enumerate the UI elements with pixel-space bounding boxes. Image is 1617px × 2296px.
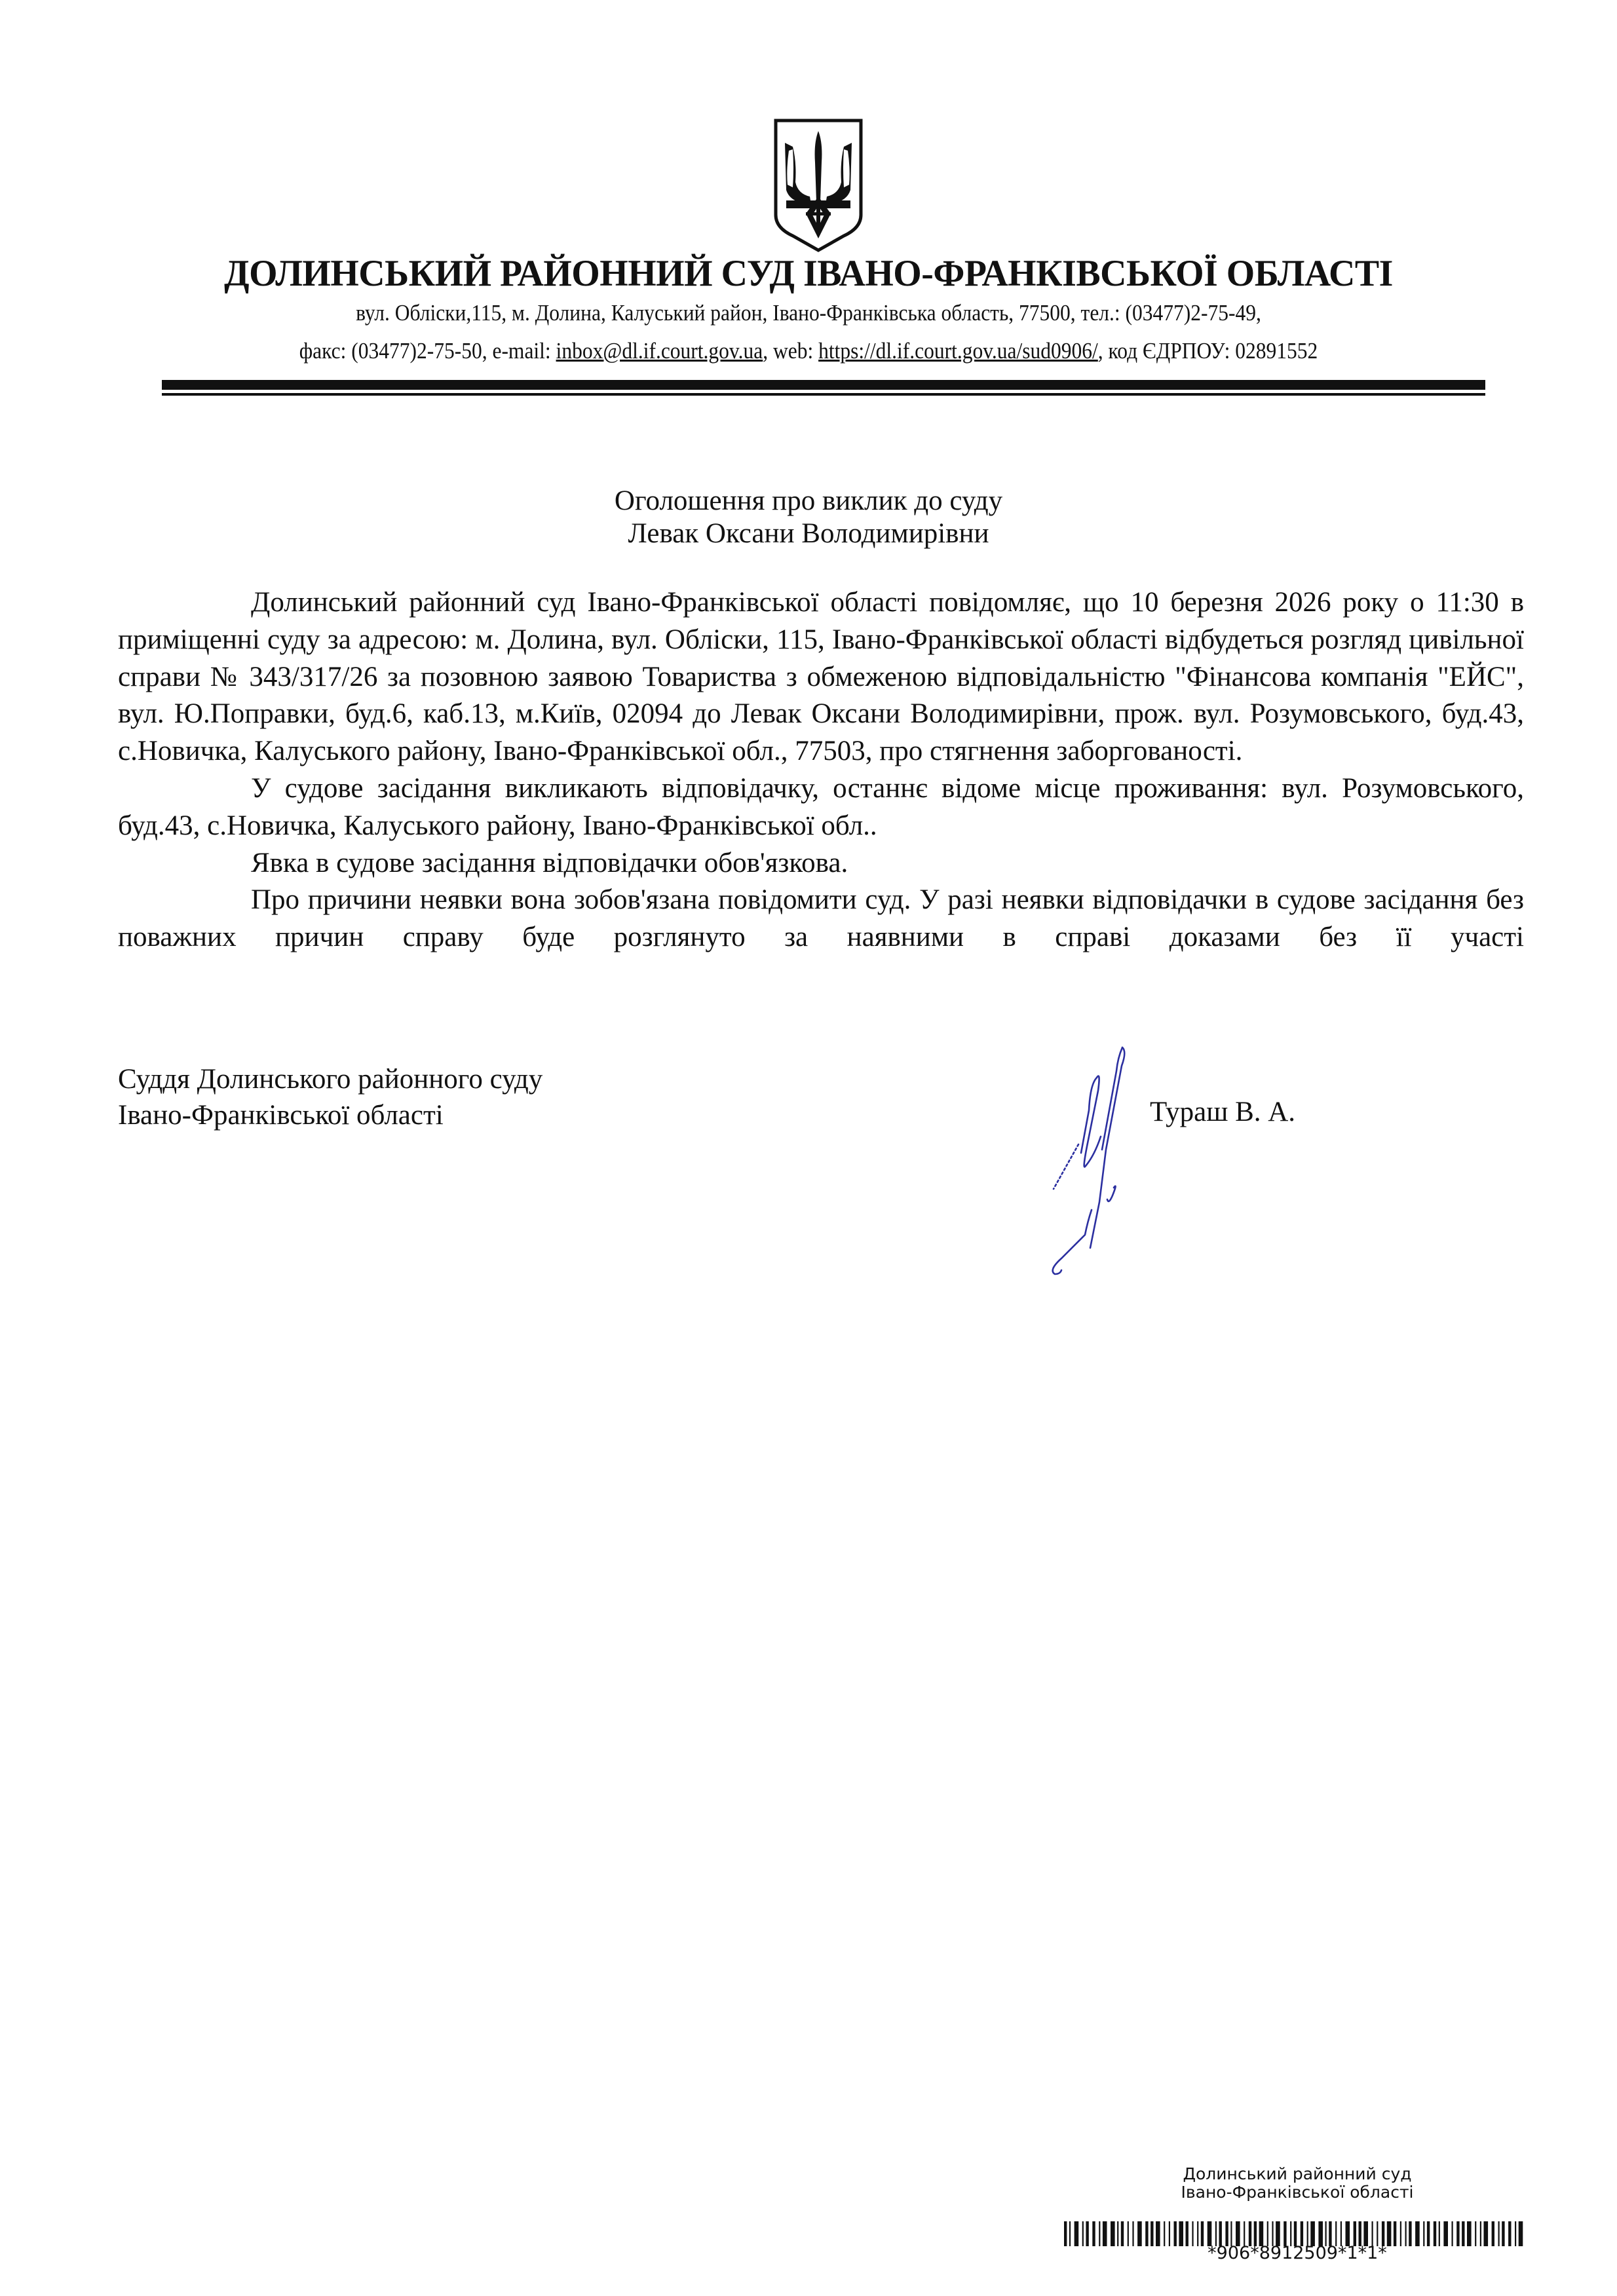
judge-position bbox=[118, 1061, 542, 1133]
judge-position-line1: Суддя Долинського районного суду bbox=[118, 1064, 543, 1095]
email-link[interactable]: inbox@dl.if.court.gov.ua bbox=[556, 338, 763, 364]
paragraph-summons: У судове засідання викликають відповідачку, останнє відоме місце проживання: вул. Розумовського, буд.43, с.Новичка, Калуського району, Івано-Франківської обл.. bbox=[118, 772, 1524, 841]
stamp-line2: Івано-Франківської області bbox=[1181, 2183, 1414, 2202]
judge-name: Тураш В. А. bbox=[1150, 1097, 1296, 1127]
judge-position-line2: Івано-Франківської області bbox=[118, 1100, 444, 1131]
paragraph-hearing-details: Долинський районний суд Івано-Франківської області повідомляє, що 10 березня 2026 року о 11:30 в приміщенні суду за адресою: м. Долина, вул. Обліски, 115, Івано-Франківської області відбудеться розгляд цивільної справи № 343/317/26 за позовною заявою Товариства з обмеженою відповідальністю "Фінансова компанія "ЕЙС", вул. Ю.Поправки, буд.6, каб.13, м.Київ, 02094 до Левак Оксани Володимирівни, прож. вул. Розумовського, буд.43, с.Новичка, Калуського району, Івано-Франківської обл., 77503, про стягнення заборгованості. bbox=[118, 587, 1524, 767]
paragraph-attendance: Явка в судове засідання відповідачки обов'язкова. bbox=[251, 847, 848, 878]
barcode-number: *906*8912509*1*1* bbox=[1208, 2243, 1387, 2263]
notice-title: Оголошення про виклик до суду bbox=[614, 485, 1003, 516]
barcode-stamp-caption bbox=[1048, 2165, 1546, 2202]
paragraph-absence-consequences: Про причини неявки вона зобов'язана повідомити суд. У разі неявки відповідачки в судове засідання без поважних причин справу буде розглянуто за наявними в справі доказами без її участі bbox=[118, 884, 1524, 953]
website-link[interactable]: https://dl.if.court.gov.ua/sud0906/ bbox=[818, 338, 1098, 364]
court-address: вул. Обліски,115, м. Долина, Калуський район, Івано-Франківська область, 77500, тел.: (03477)2-75-49, bbox=[356, 300, 1261, 326]
stamp-line1: Долинський районний суд bbox=[1183, 2164, 1412, 2183]
edrpou-code: , код ЄДРПОУ: 02891552 bbox=[1097, 338, 1318, 364]
court-contacts bbox=[81, 337, 1536, 366]
trident-coat-of-arms-icon bbox=[772, 117, 865, 253]
fax-label: факс: (03477)2-75-50, e-mail: bbox=[299, 338, 556, 364]
header-divider-thin bbox=[162, 393, 1485, 396]
notice-addressee: Левак Оксани Володимирівни bbox=[628, 518, 989, 549]
notice-body bbox=[118, 584, 1524, 956]
handwritten-signature-icon bbox=[1022, 1038, 1147, 1281]
web-label: , web: bbox=[763, 338, 819, 364]
court-name-heading: ДОЛИНСЬКИЙ РАЙОННИЙ СУД ІВАНО-ФРАНКІВСЬКОЇ ОБЛАСТІ bbox=[224, 253, 1393, 294]
header-divider-thick bbox=[162, 380, 1485, 390]
